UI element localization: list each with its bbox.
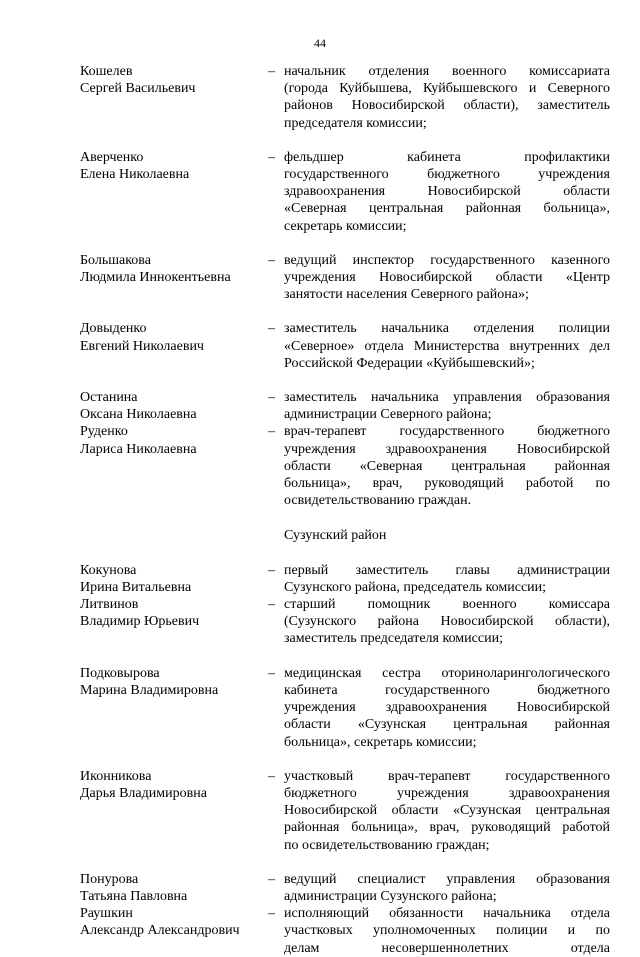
commission-list-suzunsky [80,562,610,957]
position-line: по освидетельствованию граждан; [284,837,490,853]
position-line: учреждения здравоохранения Новосибирской [284,700,610,716]
member-surname: Руденко [80,424,128,440]
position-line: ведущий инспектор государственного казенного [284,252,610,268]
dash-separator: – [268,424,275,440]
position-line: районная больница», врач, руководящий работой [284,820,610,836]
dash-separator: – [268,321,275,337]
member-surname: Иконникова [80,768,152,784]
position-line: секретарь комиссии; [284,218,407,234]
position-line: кабинета государственного бюджетного [284,682,610,698]
member-surname: Понурова [80,871,139,887]
member-name [80,149,268,235]
position-line: области «Северная центральная районная [284,458,610,474]
dash-separator: – [268,562,275,578]
member-given-name: Александр Александрович [80,923,240,939]
member-name [80,562,268,596]
position-line: учреждения Новосибирской области «Центр [284,270,610,286]
member-given-name: Марина Владимировна [80,682,219,698]
position-line: области «Сузунская центральная районная [284,717,610,733]
member-entry [80,596,610,648]
member-entry [80,389,610,423]
member-surname: Подковырова [80,665,160,681]
member-position [284,423,610,509]
position-line: ведущий специалист управления образования [284,871,610,887]
member-entry [80,768,610,854]
position-line: медицинская сестра оториноларингологического [284,665,610,681]
position-line: фельдшер кабинета профилактики [284,149,610,165]
position-line: участковый врач-терапевт государственного [284,768,610,784]
member-entry [80,320,610,372]
member-entry [80,63,610,132]
position-line: первый заместитель главы администрации [284,562,610,578]
dash-separator: – [268,665,275,681]
member-surname: Кошелев [80,64,133,79]
position-line: (города Куйбышева, Куйбышевского и Северного [284,81,610,97]
position-line: больница», секретарь комиссии; [284,734,477,750]
member-entry [80,871,610,905]
position-line: делам несовершеннолетних отдела [284,940,610,956]
position-line: бюджетного учреждения здравоохранения [284,785,610,801]
position-line: Российской Федерации «Куйбышевский»; [284,355,535,371]
page-number: 44 [314,36,326,50]
position-line: участковых уполномоченных полиции и по [284,923,610,939]
position-line: исполняющий обязанности начальника отдела [284,906,610,922]
member-entry [80,423,610,509]
position-line: заместитель начальника управления образования [284,390,610,406]
position-line: «Северная центральная районная больница», [284,201,610,217]
dash-separator: – [268,149,275,165]
member-given-name: Елена Николаевна [80,167,190,183]
dash-separator: – [268,768,275,784]
member-name [80,905,268,957]
member-name [80,423,268,509]
member-position [284,665,610,751]
member-surname: Кокунова [80,562,137,578]
member-given-name: Дарья Владимировна [80,785,207,801]
member-name [80,252,268,304]
dash-separator: – [268,390,275,406]
member-name [80,320,268,372]
position-line: Сузунского района, председатель комиссии; [284,579,547,595]
member-given-name: Владимир Юрьевич [80,614,200,630]
member-name [80,596,268,648]
member-position [284,252,610,304]
member-position [284,905,610,957]
dash-separator: – [268,64,275,79]
member-given-name: Татьяна Павловна [80,888,188,904]
position-line: (Сузунского района Новосибирской области), [284,614,610,630]
position-line: председателя комиссии; [284,115,427,131]
member-given-name: Сергей Васильевич [80,81,196,97]
member-position [284,768,610,854]
position-line: администрации Северного района; [284,407,492,423]
position-line: заместитель начальника отделения полиции [284,321,610,337]
member-name [80,768,268,854]
member-position [284,149,610,235]
member-surname: Литвинов [80,597,139,613]
member-given-name: Людмила Иннокентьевна [80,270,231,286]
position-line: государственного бюджетного учреждения [284,167,610,183]
position-line: заместитель председателя комиссии; [284,631,503,647]
member-position [284,63,610,132]
member-surname: Аверченко [80,149,144,165]
position-line: освидетельствованию граждан. [284,493,472,509]
dash-separator: – [268,906,275,922]
commission-list-severny [80,63,610,509]
member-position [284,562,610,596]
position-line: администрации Сузунского района; [284,888,497,904]
member-entry [80,149,610,235]
position-line: здравоохранения Новосибирской области [284,184,610,200]
member-given-name: Ирина Витальевна [80,579,192,595]
dash-separator: – [268,252,275,268]
member-given-name: Евгений Николаевич [80,338,204,354]
member-position [284,871,610,905]
position-line: врач-терапевт государственного бюджетного [284,424,610,440]
member-name [80,665,268,751]
member-surname: Довыденко [80,321,147,337]
member-name [80,871,268,905]
member-surname: Останина [80,390,138,406]
member-entry [80,905,610,957]
document-body [80,63,610,957]
dash-separator: – [268,871,275,887]
position-line: больница», врач, руководящий работой по [284,476,610,492]
position-line: учреждения здравоохранения Новосибирской [284,441,610,457]
member-position [284,596,610,648]
section-title: Сузунский район [284,528,387,544]
member-given-name: Оксана Николаевна [80,407,197,423]
member-surname: Раушкин [80,906,133,922]
position-line: занятости населения Северного района»; [284,287,529,303]
position-line: «Северное» отдела Министерства внутренних дел [284,338,610,354]
position-line: Новосибирской области «Сузунская центральная [284,803,610,819]
member-surname: Большакова [80,252,151,268]
member-name [80,389,268,423]
member-position [284,389,610,423]
member-name [80,63,268,132]
position-line: начальник отделения военного комиссариата [284,64,610,79]
member-given-name: Лариса Николаевна [80,441,197,457]
member-entry [80,665,610,751]
member-entry [80,252,610,304]
member-position [284,320,610,372]
member-entry [80,562,610,596]
position-line: районов Новосибирской области), заместитель [284,98,610,114]
position-line: старший помощник военного комиссара [284,597,610,613]
dash-separator: – [268,597,275,613]
